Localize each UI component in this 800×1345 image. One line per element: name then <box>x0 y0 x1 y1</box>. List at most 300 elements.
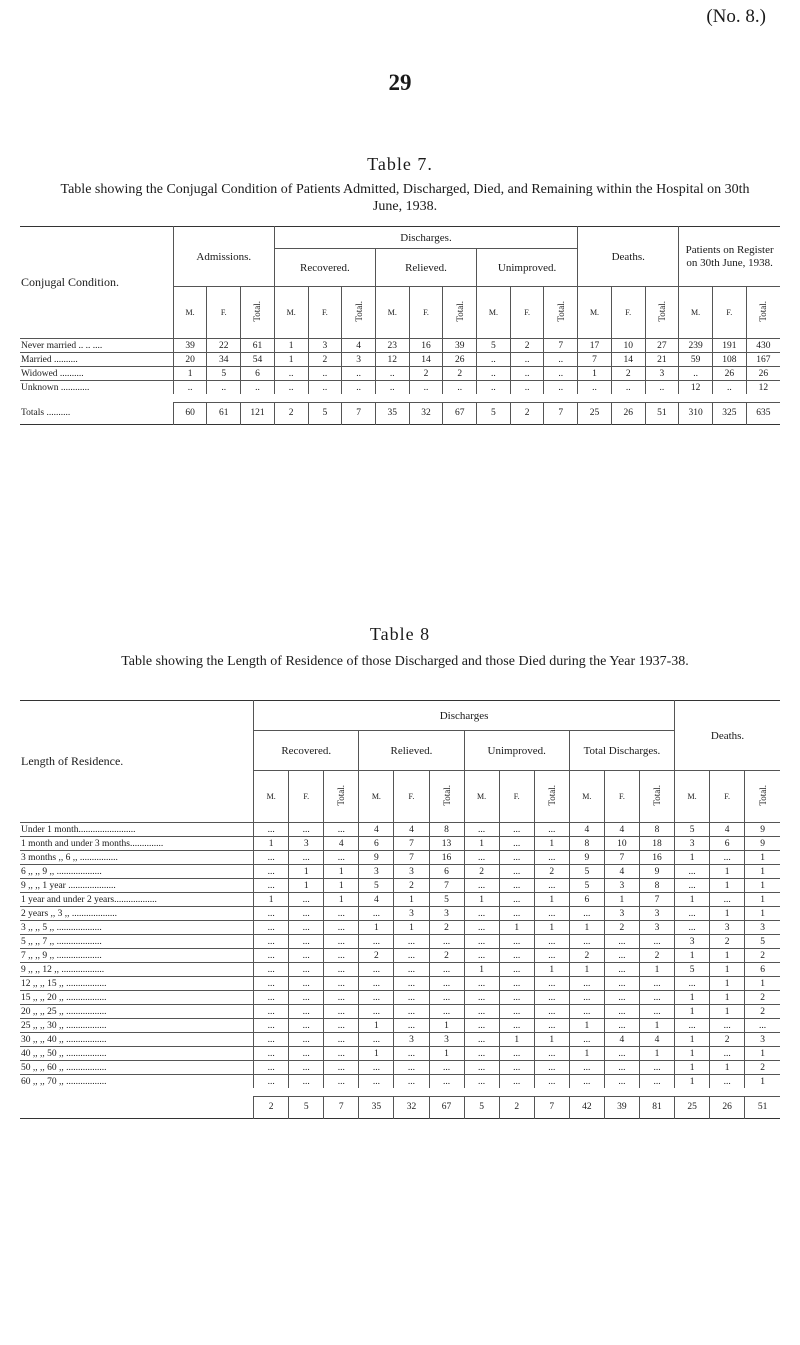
table-cell: ... <box>569 1075 604 1089</box>
table-cell: ... <box>534 1019 569 1033</box>
col-f: F. <box>289 771 324 823</box>
table-cell: 26 <box>712 367 746 381</box>
table-cell: 2 <box>710 935 745 949</box>
table-cell: 1 <box>675 851 710 865</box>
table-cell: 9 <box>359 851 394 865</box>
table-cell: 16 <box>429 851 464 865</box>
table-cell: ... <box>289 1061 324 1075</box>
table-cell: 1 <box>569 1047 604 1061</box>
col-m: M. <box>477 287 511 339</box>
table-row <box>20 1061 780 1075</box>
table-cell: ... <box>464 879 499 893</box>
table-cell: ... <box>289 949 324 963</box>
table-cell: 9 <box>569 851 604 865</box>
table-cell: ... <box>499 1047 534 1061</box>
table-cell: 1 <box>359 1019 394 1033</box>
table-cell: ... <box>604 1047 639 1061</box>
table7-admissions-header: Admissions. <box>173 227 274 287</box>
table-cell: 3 <box>394 865 429 879</box>
table-cell: 17 <box>578 339 612 353</box>
table-cell: ... <box>534 1047 569 1061</box>
table-cell: 1 <box>604 893 639 907</box>
table-cell: .. <box>342 367 376 381</box>
table-cell: 5 <box>569 865 604 879</box>
total-cell: 635 <box>746 402 780 424</box>
table7-caption: Table showing the Conjugal Condition of Patients Admitted, Discharged, Died, and Remaining within the Hospital on 30th June, 1938. <box>60 182 750 214</box>
col-total: Total. <box>534 771 569 823</box>
table-cell: ... <box>324 1061 359 1075</box>
table-cell: 5 <box>477 339 511 353</box>
table-cell: ... <box>499 1061 534 1075</box>
col-m: M. <box>675 771 710 823</box>
table-cell: ... <box>254 949 289 963</box>
table-cell: 191 <box>712 339 746 353</box>
table-cell: 3 <box>604 879 639 893</box>
table-cell: 4 <box>604 1033 639 1047</box>
table-cell: .. <box>274 381 308 395</box>
table-cell: ... <box>569 935 604 949</box>
table8-discharges-header: Discharges <box>254 701 675 731</box>
table-cell: ... <box>254 1033 289 1047</box>
table-cell: 1 <box>289 879 324 893</box>
table-cell: 1 <box>675 1005 710 1019</box>
total-cell: 32 <box>394 1096 429 1118</box>
table-cell: 1 <box>745 865 780 879</box>
table-cell: 1 <box>429 1047 464 1061</box>
table-cell: 1 <box>274 339 308 353</box>
table-cell: ... <box>254 963 289 977</box>
col-m: M. <box>359 771 394 823</box>
table-cell: ... <box>710 851 745 865</box>
table-cell: ... <box>429 1061 464 1075</box>
table7 <box>20 226 780 425</box>
table-cell: 3 <box>710 921 745 935</box>
table-cell: ... <box>359 907 394 921</box>
table-cell: ... <box>464 1075 499 1089</box>
total-cell: 67 <box>443 402 477 424</box>
table-cell: 4 <box>604 823 639 837</box>
table-cell: ... <box>499 1019 534 1033</box>
table-cell: ... <box>534 1075 569 1089</box>
table-cell: ... <box>254 879 289 893</box>
table-cell: ... <box>499 963 534 977</box>
table-cell: ... <box>429 963 464 977</box>
table-cell: 6 <box>745 963 780 977</box>
table-cell: 61 <box>241 339 275 353</box>
table-cell: 4 <box>710 823 745 837</box>
table-cell: ... <box>534 949 569 963</box>
table-cell: 1 <box>274 353 308 367</box>
row-label: Widowed .......... <box>20 367 173 381</box>
table-cell: .. <box>477 353 511 367</box>
table-cell: .. <box>510 381 544 395</box>
row-label: 2 years ,, 3 ,, ................... <box>20 907 254 921</box>
table-cell: 5 <box>675 823 710 837</box>
total-cell: 51 <box>745 1096 780 1118</box>
row-label: 30 ,, ,, 40 ,, ................. <box>20 1033 254 1047</box>
table-row <box>20 1019 780 1033</box>
table-cell: 1 <box>710 879 745 893</box>
table-cell: ... <box>324 907 359 921</box>
table-cell: 3 <box>308 339 342 353</box>
table-cell: ... <box>289 893 324 907</box>
table-cell: ... <box>675 865 710 879</box>
col-f: F. <box>611 287 645 339</box>
table-cell: 2 <box>443 367 477 381</box>
table-cell: ... <box>499 837 534 851</box>
table-cell: 2 <box>745 1005 780 1019</box>
table-cell: 1 <box>173 367 207 381</box>
table-cell: 1 <box>289 865 324 879</box>
table-cell: 1 <box>745 1075 780 1089</box>
table-cell: 108 <box>712 353 746 367</box>
col-total: Total. <box>645 287 679 339</box>
table-cell: 4 <box>359 893 394 907</box>
table-cell: 4 <box>342 339 376 353</box>
table-cell: 2 <box>510 339 544 353</box>
table8-deaths-header: Deaths. <box>675 701 780 771</box>
spacer-row <box>20 1088 780 1096</box>
table-cell: ... <box>289 823 324 837</box>
col-total: Total. <box>324 771 359 823</box>
total-cell: 121 <box>241 402 275 424</box>
table-cell: 2 <box>745 991 780 1005</box>
table-cell: .. <box>375 367 409 381</box>
table-cell: ... <box>464 1033 499 1047</box>
table-cell: ... <box>534 907 569 921</box>
col-m: M. <box>254 771 289 823</box>
total-cell: 35 <box>375 402 409 424</box>
table-cell: .. <box>477 367 511 381</box>
col-f: F. <box>510 287 544 339</box>
total-cell: 5 <box>289 1096 324 1118</box>
table-cell: ... <box>499 893 534 907</box>
table-cell: 6 <box>429 865 464 879</box>
table-cell: ... <box>534 1005 569 1019</box>
table-cell: 5 <box>675 963 710 977</box>
total-cell: 7 <box>342 402 376 424</box>
table8-title: Table 8 <box>369 624 431 644</box>
table-cell: 430 <box>746 339 780 353</box>
table-cell: 1 <box>578 367 612 381</box>
table-cell: ... <box>675 1019 710 1033</box>
table-cell: 1 <box>710 949 745 963</box>
table-cell: ... <box>464 991 499 1005</box>
row-label: 60 ,, ,, 70 ,, ................. <box>20 1075 254 1089</box>
table8-stub-header: Length of Residence. <box>21 754 124 768</box>
table-cell: ... <box>675 921 710 935</box>
table-cell: ... <box>464 1005 499 1019</box>
table-cell: ... <box>289 991 324 1005</box>
table-cell: ... <box>464 851 499 865</box>
table-row <box>20 339 780 353</box>
table-cell: 6 <box>241 367 275 381</box>
table-cell: ... <box>254 865 289 879</box>
table-cell: 1 <box>569 963 604 977</box>
table-cell: ... <box>289 1075 324 1089</box>
total-cell: 325 <box>712 402 746 424</box>
total-cell: 39 <box>604 1096 639 1118</box>
table-cell: 167 <box>746 353 780 367</box>
table-cell: 2 <box>534 865 569 879</box>
col-f: F. <box>604 771 639 823</box>
table-cell: ... <box>429 977 464 991</box>
col-total: Total. <box>241 287 275 339</box>
table-cell: 2 <box>745 949 780 963</box>
total-cell: 67 <box>429 1096 464 1118</box>
table-cell: 3 <box>429 907 464 921</box>
table-cell: ... <box>675 879 710 893</box>
table-cell: ... <box>324 977 359 991</box>
table-cell: ... <box>534 851 569 865</box>
table-cell: 13 <box>429 837 464 851</box>
table-cell: ... <box>324 921 359 935</box>
table-cell: 5 <box>359 879 394 893</box>
row-label: 40 ,, ,, 50 ,, ................. <box>20 1047 254 1061</box>
table-cell: 3 <box>639 921 674 935</box>
table-cell: ... <box>429 1075 464 1089</box>
col-total: Total. <box>342 287 376 339</box>
table-cell: ... <box>324 1033 359 1047</box>
total-cell: 5 <box>477 402 511 424</box>
table8-container <box>20 700 780 1119</box>
table-cell: 7 <box>639 893 674 907</box>
table-cell: .. <box>173 381 207 395</box>
table-cell: ... <box>324 823 359 837</box>
table-cell: ... <box>394 1075 429 1089</box>
table-row <box>20 851 780 865</box>
table-cell: ... <box>324 1075 359 1089</box>
table-cell: 1 <box>499 921 534 935</box>
table-cell: ... <box>639 1075 674 1089</box>
table-cell: 27 <box>645 339 679 353</box>
table-cell: ... <box>394 1061 429 1075</box>
table-cell: ... <box>604 935 639 949</box>
table-cell: ... <box>569 1033 604 1047</box>
row-label: Under 1 month........................ <box>20 823 254 837</box>
table-cell: 1 <box>534 921 569 935</box>
table-cell: ... <box>359 963 394 977</box>
table-cell: ... <box>394 977 429 991</box>
table-cell: 39 <box>443 339 477 353</box>
total-cell: 51 <box>645 402 679 424</box>
total-cell: 25 <box>578 402 612 424</box>
table-cell: ... <box>569 1005 604 1019</box>
table-cell: 1 <box>359 921 394 935</box>
table-cell: 7 <box>394 851 429 865</box>
table-cell: ... <box>394 1047 429 1061</box>
table-cell: 3 <box>342 353 376 367</box>
table-cell: ... <box>394 963 429 977</box>
row-label: 50 ,, ,, 60 ,, ................. <box>20 1061 254 1075</box>
table-cell: 239 <box>679 339 713 353</box>
table-cell: .. <box>207 381 241 395</box>
table-cell: .. <box>510 353 544 367</box>
table-cell: ... <box>254 1061 289 1075</box>
table-cell: ... <box>604 1061 639 1075</box>
table-cell: ... <box>499 977 534 991</box>
row-label: 20 ,, ,, 25 ,, ................. <box>20 1005 254 1019</box>
table-cell: 2 <box>639 949 674 963</box>
table-cell: 2 <box>464 865 499 879</box>
table-cell: ... <box>429 991 464 1005</box>
table-row <box>20 907 780 921</box>
table-row <box>20 935 780 949</box>
table8-recovered-header: Recovered. <box>254 731 359 771</box>
table-cell: 1 <box>254 837 289 851</box>
col-total: Total. <box>639 771 674 823</box>
table-cell: 20 <box>173 353 207 367</box>
table-cell: ... <box>639 977 674 991</box>
table-cell: ... <box>499 991 534 1005</box>
row-label: 12 ,, ,, 15 ,, ................. <box>20 977 254 991</box>
table-cell: ... <box>289 963 324 977</box>
table-cell: ... <box>289 851 324 865</box>
table-cell: 1 <box>675 949 710 963</box>
table-row <box>20 879 780 893</box>
table-cell: ... <box>710 1075 745 1089</box>
table8-total-discharges-header: Total Discharges. <box>569 731 674 771</box>
table-cell: 9 <box>745 837 780 851</box>
table-cell: 4 <box>569 823 604 837</box>
table-cell: 3 <box>394 1033 429 1047</box>
totals-row <box>20 1096 780 1118</box>
table-row <box>20 865 780 879</box>
table-cell: 4 <box>394 823 429 837</box>
table-cell: 1 <box>569 921 604 935</box>
col-total: Total. <box>429 771 464 823</box>
table-cell: 2 <box>394 879 429 893</box>
row-label: 3 months ,, 6 ,, ................ <box>20 851 254 865</box>
table-cell: 8 <box>639 823 674 837</box>
table-cell: 7 <box>429 879 464 893</box>
row-label: 1 year and under 2 years.................. <box>20 893 254 907</box>
table-cell: .. <box>611 381 645 395</box>
table-row <box>20 1033 780 1047</box>
table-cell: 5 <box>745 935 780 949</box>
table7-recovered-header: Recovered. <box>274 249 375 287</box>
table-cell: ... <box>534 991 569 1005</box>
table-cell: 1 <box>394 893 429 907</box>
table-cell: 1 <box>359 1047 394 1061</box>
row-label: Unknown ............ <box>20 381 173 395</box>
table-cell: 3 <box>745 1033 780 1047</box>
table-cell: ... <box>464 921 499 935</box>
table-cell: ... <box>675 977 710 991</box>
table-cell: 2 <box>745 1061 780 1075</box>
table-cell: ... <box>710 1019 745 1033</box>
table-cell: 4 <box>639 1033 674 1047</box>
col-f: F. <box>409 287 443 339</box>
table-cell: ... <box>254 823 289 837</box>
table-cell: 10 <box>604 837 639 851</box>
table-cell: 1 <box>464 963 499 977</box>
table-cell: ... <box>254 935 289 949</box>
total-cell: 32 <box>409 402 443 424</box>
table-cell: 1 <box>534 963 569 977</box>
totals-label <box>20 1096 254 1118</box>
table8-caption: Table showing the Length of Residence of those Discharged and those Died during the Year 1937-38. <box>121 654 689 669</box>
table-cell: ... <box>359 1061 394 1075</box>
table-cell: ... <box>324 1019 359 1033</box>
table-cell: ... <box>499 949 534 963</box>
table-cell: ... <box>710 893 745 907</box>
table-cell: ... <box>464 1047 499 1061</box>
table-cell: 5 <box>569 879 604 893</box>
table-cell: ... <box>499 1005 534 1019</box>
table-cell: 1 <box>675 991 710 1005</box>
table-cell: ... <box>639 935 674 949</box>
total-cell: 60 <box>173 402 207 424</box>
table-cell: ... <box>464 949 499 963</box>
table-cell: ... <box>254 921 289 935</box>
col-f: F. <box>308 287 342 339</box>
table-cell: 23 <box>375 339 409 353</box>
table-cell: 3 <box>429 1033 464 1047</box>
table-cell: ... <box>604 1075 639 1089</box>
table-cell: .. <box>712 381 746 395</box>
table-cell: .. <box>477 381 511 395</box>
table-cell: 12 <box>679 381 713 395</box>
table-cell: 1 <box>429 1019 464 1033</box>
table-cell: ... <box>675 907 710 921</box>
table-cell: ... <box>604 963 639 977</box>
table-cell: 22 <box>207 339 241 353</box>
table8 <box>20 700 780 1119</box>
col-m: M. <box>274 287 308 339</box>
table-cell: 4 <box>604 865 639 879</box>
table-cell: ... <box>394 949 429 963</box>
table-cell: 2 <box>429 949 464 963</box>
table-cell: 1 <box>639 963 674 977</box>
table-row <box>20 921 780 935</box>
table-cell: .. <box>679 367 713 381</box>
table-cell: .. <box>274 367 308 381</box>
table-cell: 1 <box>710 977 745 991</box>
table-row <box>20 1005 780 1019</box>
table-cell: .. <box>375 381 409 395</box>
table-cell: ... <box>324 851 359 865</box>
table-cell: ... <box>289 1005 324 1019</box>
table-cell: 2 <box>359 949 394 963</box>
table-cell: 18 <box>639 837 674 851</box>
table-cell: 1 <box>745 977 780 991</box>
table-cell: .. <box>544 367 578 381</box>
table-row <box>20 367 780 381</box>
table-cell: .. <box>342 381 376 395</box>
table-cell: 1 <box>569 1019 604 1033</box>
table-cell: .. <box>645 381 679 395</box>
table-cell: 1 <box>675 1075 710 1089</box>
table-cell: ... <box>639 991 674 1005</box>
table-cell: ... <box>394 935 429 949</box>
table-cell: 16 <box>409 339 443 353</box>
table7-deaths-header: Deaths. <box>578 227 679 287</box>
table-cell: ... <box>324 1005 359 1019</box>
table-cell: 1 <box>394 921 429 935</box>
table-cell: 1 <box>464 837 499 851</box>
table-cell: ... <box>359 1075 394 1089</box>
table-cell: 3 <box>639 907 674 921</box>
table-cell: 1 <box>710 991 745 1005</box>
table-cell: ... <box>464 823 499 837</box>
table-cell: ... <box>464 935 499 949</box>
table-cell: 1 <box>324 879 359 893</box>
col-m: M. <box>464 771 499 823</box>
table-cell: 3 <box>289 837 324 851</box>
row-label: Never married .. .. .... <box>20 339 173 353</box>
table-row <box>20 949 780 963</box>
